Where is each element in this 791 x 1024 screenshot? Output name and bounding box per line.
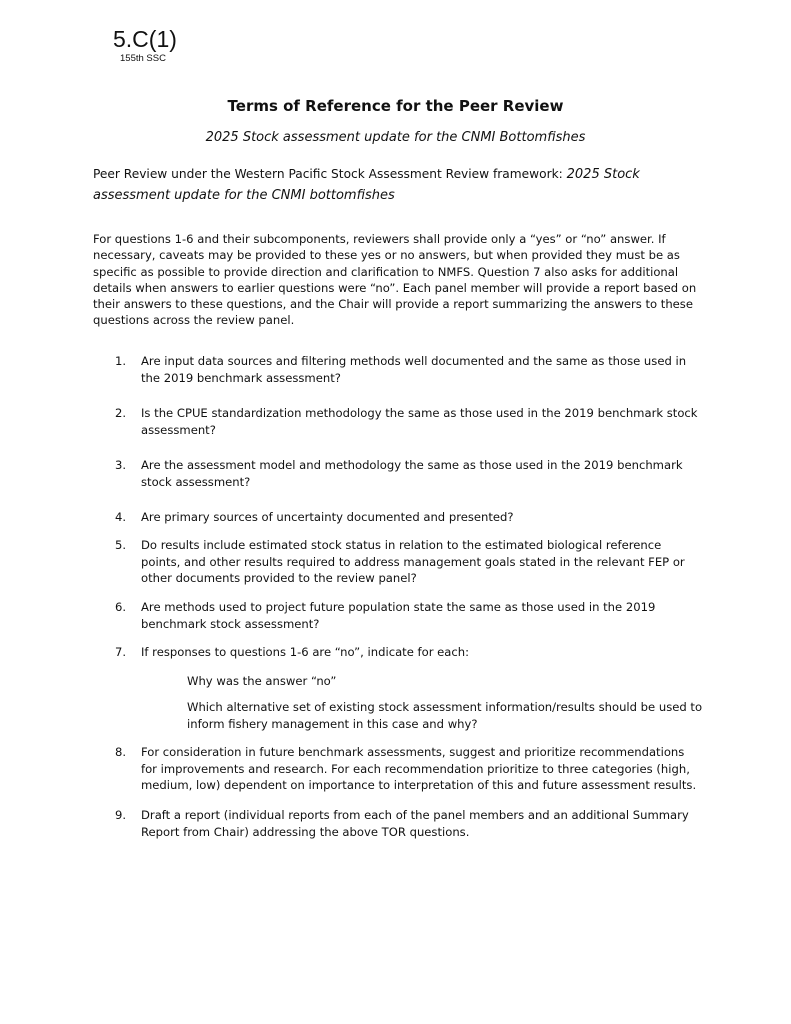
question-text: Are primary sources of uncertainty documented and presented? — [141, 510, 514, 524]
framework-statement — [93, 164, 703, 206]
question-text: Do results include estimated stock status in relation to the estimated biological reference points, and other results required to address management goals stated in the relevant FEP or other documents provided to the review panel? — [141, 538, 685, 586]
question-number: 9. — [115, 808, 127, 822]
question-item — [115, 457, 700, 490]
meeting-label: 155th SSC — [120, 53, 166, 64]
question-number: 6. — [115, 600, 127, 614]
question-item — [115, 405, 700, 438]
question-number: 2. — [115, 406, 127, 420]
document-title: Terms of Reference for the Peer Review — [227, 97, 564, 115]
question-item — [115, 353, 700, 386]
question-item — [115, 644, 700, 661]
document-subtitle: 2025 Stock assessment update for the CNMI Bottomfishes — [205, 130, 586, 145]
question-text: For consideration in future benchmark assessments, suggest and prioritize recommendations for improvements and research. For each recommendation prioritize to three categories (high, medium, low) dependent on importance to interpretation of this and future assessment results. — [141, 745, 697, 793]
q7-subitem: Why was the answer “no” — [187, 674, 337, 688]
question-item — [115, 599, 700, 632]
framework-emphasis: 2025 Stock assessment update for the CNMI bottomfishes — [93, 167, 640, 203]
question-number: 7. — [115, 645, 127, 659]
instructions-paragraph: For questions 1-6 and their subcomponents, reviewers shall provide only a “yes” or “no” answer. If necessary, caveats may be provided to these yes or no answers, but when provided they must be as specific as possible to provide direction and clarification to NMFS. Question 7 also asks for additional details when answers to earlier questions were “no”. Each panel member will provide a report based on their answers to these questions, and the Chair will provide a report summarizing the answers to these questions across the review panel. — [93, 232, 697, 328]
q7-subitem: Which alternative set of existing stock assessment information/results should be used to inform fishery management in this case and why? — [187, 700, 703, 731]
agenda-item-code: 5.C(1) — [113, 26, 177, 52]
question-number: 8. — [115, 745, 127, 759]
question-item — [115, 744, 700, 794]
question-number: 4. — [115, 510, 127, 524]
question-item — [115, 537, 700, 587]
question-number: 5. — [115, 538, 127, 552]
question-text: Draft a report (individual reports from each of the panel members and an additional Summary Report from Chair) addressing the above TOR questions. — [141, 808, 689, 839]
question-text: If responses to questions 1-6 are “no”, indicate for each: — [141, 645, 470, 659]
question-item — [115, 509, 700, 526]
question-text: Are the assessment model and methodology the same as those used in the 2019 benchmark stock assessment? — [141, 458, 683, 489]
question-text: Are input data sources and filtering methods well documented and the same as those used in the 2019 benchmark assessment? — [141, 354, 687, 385]
question-item — [115, 807, 700, 840]
question-text: Are methods used to project future population state the same as those used in the 2019 benchmark stock assessment? — [141, 600, 656, 631]
question-number: 1. — [115, 354, 127, 368]
framework-prefix: Peer Review under the Western Pacific Stock Assessment Review framework: — [93, 167, 567, 181]
question-number: 3. — [115, 458, 127, 472]
question-text: Is the CPUE standardization methodology the same as those used in the 2019 benchmark stock assessment? — [141, 406, 698, 437]
